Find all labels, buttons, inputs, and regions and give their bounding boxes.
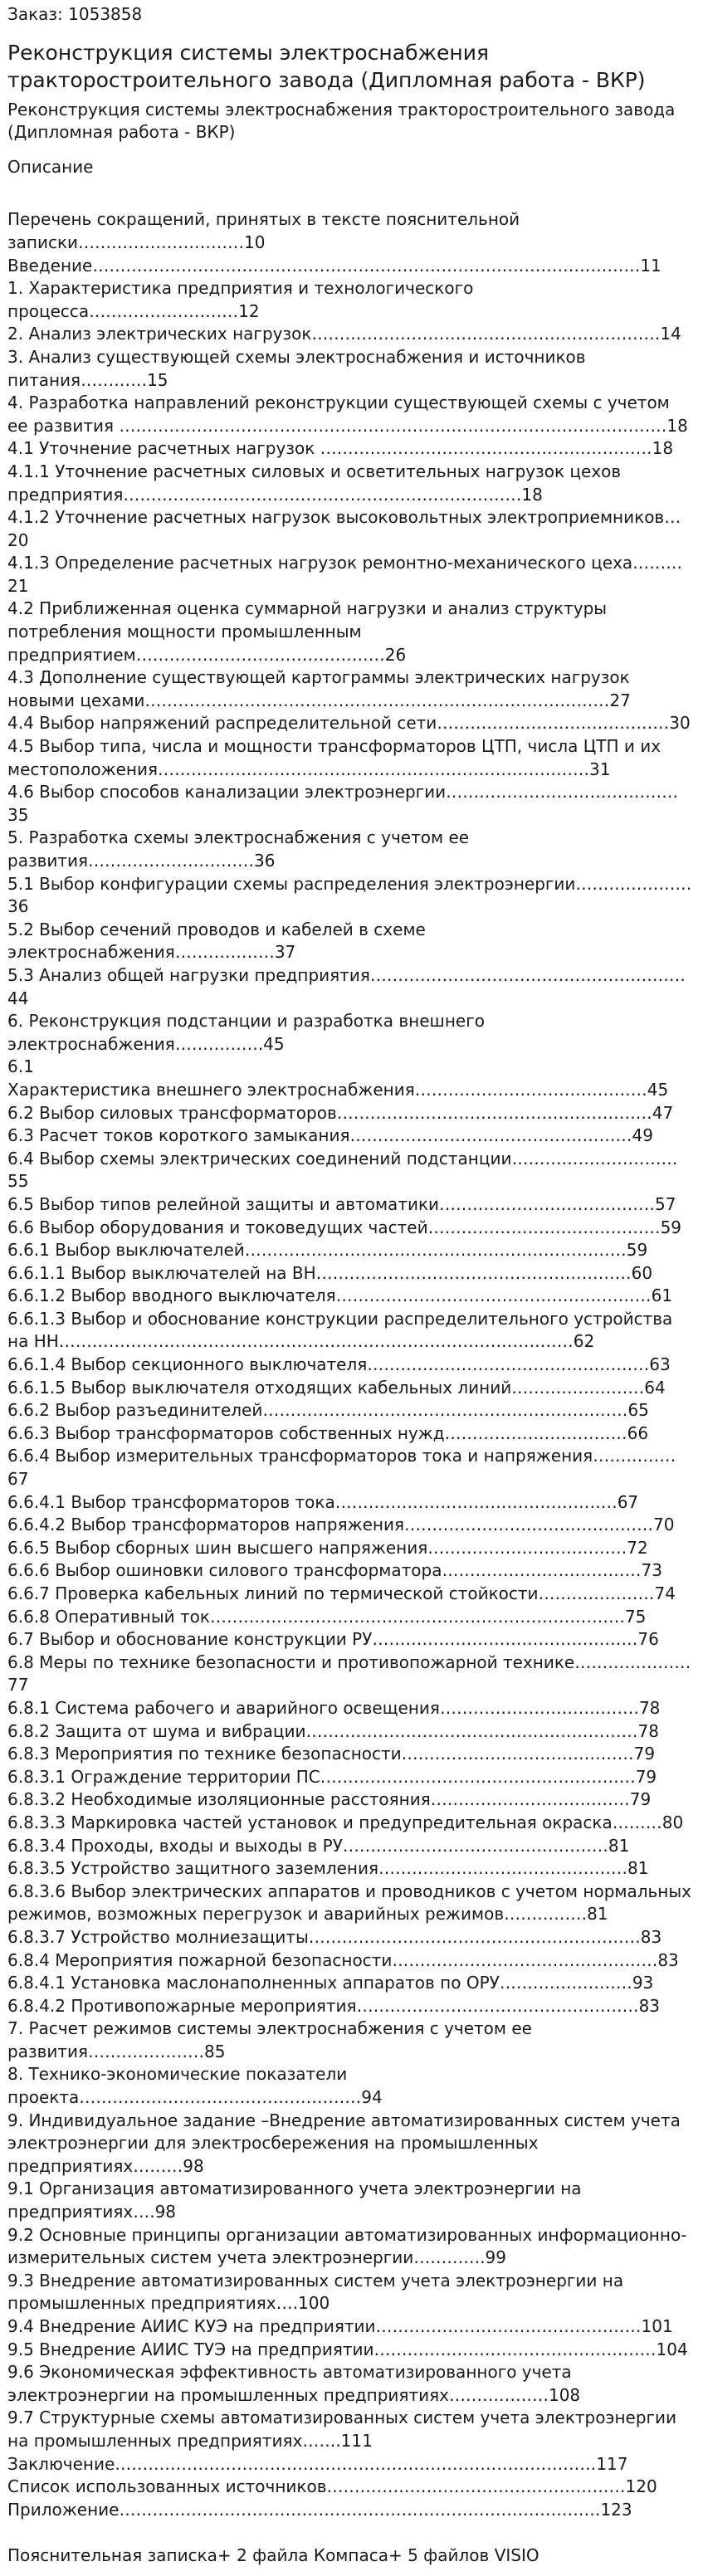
toc-entry: 9.1 Организация автоматизированного учета электроэнергии на предприятиях….98 xyxy=(7,2178,582,2222)
toc-entry: 6.5 Выбор типов релейной защиты и автоматики…………………………………57 xyxy=(7,1193,676,1214)
toc-entry: 9. Индивидуальное задание –Внедрение автоматизированных систем учета электроэнергии для электросбережения на промышленных предприятиях………98 xyxy=(7,2110,681,2176)
toc-entry: 6.6.1.5 Выбор выключателя отходящих кабельных линий……………………64 xyxy=(7,1377,666,1398)
toc-entry: 6.8.4 Мероприятия пожарной безопасности…………………………………………83 xyxy=(7,1949,679,1970)
toc-entry: Список использованных источников………………………………………………120 xyxy=(7,2476,657,2497)
toc-entry: 6.8.3.6 Выбор электрических аппаратов и проводников с учетом нормальных режимов, возможных перегрузок и аварийных режимов……………81 xyxy=(7,1881,692,1925)
toc-entry: 2. Анализ электрических нагрузок………………………………………………………14 xyxy=(7,324,681,344)
toc-entry: 9.2 Основные принципы организации автоматизированных информационно-измерительных систем учета электроэнергии………….99 xyxy=(7,2224,687,2268)
toc-entry: 6.7 Выбор и обоснование конструкции РУ…………………………………………76 xyxy=(7,1629,659,1650)
toc-entry: Введение………………………………………………………………………………………11 xyxy=(7,255,662,276)
attachments-note: Пояснительная записка+ 2 файла Компаса+ 5 файлов VISIO xyxy=(7,2545,539,2566)
toc-entry: Приложение……………………………………………………………………………123 xyxy=(7,2499,632,2520)
toc-entry: 6.6.5 Выбор сборных шин высшего напряжения………………………………72 xyxy=(7,1537,648,1558)
toc-entry: 6.6.2 Выбор разъединителей…………………………………………………………65 xyxy=(7,1400,649,1421)
toc-entry: 6.8.3.4 Проходы, входы и выходы в РУ…………………………………………81 xyxy=(7,1835,630,1856)
toc-entry: 5.2 Выбор сечений проводов и кабелей в схеме электроснабжения………………37 xyxy=(7,919,426,963)
toc-entry: 4.1 Уточнение расчетных нагрузок ……………………………………………………18 xyxy=(7,438,674,459)
toc-entry: 4.3 Дополнение существующей картограммы электрических нагрузок новыми цехами…………………………………………………………………………27 xyxy=(7,667,631,710)
toc-entry: 1. Характеристика предприятия и технологического процесса………………………12 xyxy=(7,278,474,321)
page-subtitle: Реконструкция системы электроснабжения тракторостроительного завода (Дипломная работа - ВКР) xyxy=(7,99,676,143)
toc-entry: 6.8.3.3 Маркировка частей установок и предупредительная окраска………80 xyxy=(7,1812,684,1832)
toc-entry: 6.6.4.2 Выбор трансформаторов напряжения………………………………………70 xyxy=(7,1515,675,1535)
toc-entry: 6.8.3.2 Необходимые изоляционные расстояния………………………………79 xyxy=(7,1789,652,1810)
toc-entry: 5. Разработка схемы электроснабжения с учетом ее развития…………………………36 xyxy=(7,827,470,871)
toc-entry: 6.2 Выбор силовых трансформаторов…………………………………………………47 xyxy=(7,1102,674,1123)
toc-entry: 6. Реконструкция подстанции и разработка внешнего электроснабжения…………….45 xyxy=(7,1011,485,1054)
toc-entry: 6.8.3.1 Ограждение территории ПС…………………………………………………79 xyxy=(7,1766,657,1787)
toc-entry: 6.8.1 Система рабочего и аварийного освещения………………………………78 xyxy=(7,1697,661,1718)
toc-entry: 6.6.6 Выбор ошиновки силового трансформатора………………………………73 xyxy=(7,1560,662,1581)
page-title: Реконструкция системы электроснабжения тракторостроительного завода (Дипломная работа - ВКР) xyxy=(7,40,646,92)
toc-entry: 8. Технико-экономические показатели проекта……………………………………………94 xyxy=(7,2064,383,2108)
toc-entry: 4.1.2 Уточнение расчетных нагрузок высоковольтных электроприемников…20 xyxy=(7,507,681,550)
toc-entry: 6.8.2 Защита от шума и вибрации……………………………………………………78 xyxy=(7,1720,659,1741)
toc-entry: 6.6.1.1 Выбор выключателей на ВН…………………………………………………60 xyxy=(7,1262,653,1283)
toc-entry: 6.8.3.7 Устройство молниезащиты……………………………………………………83 xyxy=(7,1926,662,1947)
toc-entry: 4.6 Выбор способов канализации электроэнергии……………………………………35 xyxy=(7,782,679,825)
toc-entry: 6.8.3.5 Устройство защитного заземления………………………………………81 xyxy=(7,1858,649,1879)
toc-entry: 4.5 Выбор типа, числа и мощности трансформаторов ЦТП, числа ЦТП и их местоположения……………………………………………………………………31 xyxy=(7,736,662,779)
toc-entry: 6.6.8 Оперативный ток…………………………………………………………………75 xyxy=(7,1606,647,1627)
toc-entry: 6.6.1 Выбор выключателей……………………………………………………………59 xyxy=(7,1240,648,1261)
toc-entry: 4. Разработка направлений реконструкции существующей схемы с учетом ее развития ………………………………………………………………………………………18 xyxy=(7,393,688,436)
toc-entry: 6.8.4.1 Установка маслонаполненных аппаратов по ОРУ……………………93 xyxy=(7,1973,654,1993)
toc-entry: 9.6 Экономическая эффективность автоматизированного учета электроэнергии на промышленных предприятиях………………108 xyxy=(7,2362,581,2405)
description-label: Описание xyxy=(7,156,94,177)
toc-entry: 9.3 Внедрение автоматизированных систем учета электроэнергии на промышленных предприятиях….100 xyxy=(7,2270,624,2314)
toc-entry: 6.3 Расчет токов короткого замыкания……………………………………………49 xyxy=(7,1125,653,1146)
toc-entry: 6.8.3 Мероприятия по технике безопасности……………………………………79 xyxy=(7,1744,656,1764)
toc-entry: 6.6.4 Выбор измерительных трансформаторов тока и напряжения……………67 xyxy=(7,1446,676,1490)
toc-entry: Характеристика внешнего электроснабжения……………………………………45 xyxy=(7,1079,669,1100)
table-of-contents xyxy=(7,208,695,2521)
toc-entry: 6.8 Меры по технике безопасности и противопожарной технике…………………77 xyxy=(7,1651,691,1695)
toc-entry: 5.1 Выбор конфигурации схемы распределения электроэнергии…………………36 xyxy=(7,873,692,917)
toc-entry: 7. Расчет режимов системы электроснабжения с учетом ее развития…………………85 xyxy=(7,2018,532,2061)
toc-entry: 9.4 Внедрение АИИС КУЭ на предприятии…………………………………………101 xyxy=(7,2316,673,2336)
toc-entry: 9.5 Внедрение АИИС ТУЭ на предприятии……………………………………………104 xyxy=(7,2339,688,2359)
toc-entry: 6.6 Выбор оборудования и токоведущих частей……………………………………59 xyxy=(7,1217,682,1237)
toc-entry: 6.6.1.2 Выбор вводного выключателя…………………………………………………61 xyxy=(7,1286,673,1306)
toc-entry: 6.1 xyxy=(7,1056,34,1077)
toc-entry: 6.8.4.2 Противопожарные мероприятия……………………………………………83 xyxy=(7,1995,661,2016)
toc-entry: 4.1.3 Определение расчетных нагрузок ремонтно-механического цеха………21 xyxy=(7,553,683,596)
toc-entry: 6.6.1.3 Выбор и обоснование конструкции распределительного устройства на НН…………………………………………………………………………………62 xyxy=(7,1308,673,1352)
toc-entry: 6.6.3 Выбор трансформаторов собственных нужд……………………………66 xyxy=(7,1422,649,1443)
toc-entry: 6.4 Выбор схемы электрических соединений подстанции…………………………55 xyxy=(7,1148,678,1192)
toc-entry: 6.6.7 Проверка кабельных линий по термической стойкости…………………74 xyxy=(7,1583,676,1603)
toc-entry: 9.7 Структурные схемы автоматизированных систем учета электроэнергии на промышленных предприятиях…….111 xyxy=(7,2408,677,2451)
toc-entry: 5.3 Анализ общей нагрузки предприятия…………………………………………………44 xyxy=(7,964,686,1008)
toc-entry: Заключение……………………………………………………………………………117 xyxy=(7,2453,628,2474)
toc-entry: 4.2 Приближенная оценка суммарной нагрузки и анализ структуры потребления мощности промышленным предприятием………………………………………26 xyxy=(7,598,608,665)
toc-entry: 4.4 Выбор напряжений распределительной сети……………………………………30 xyxy=(7,713,691,734)
toc-entry: 4.1.1 Уточнение расчетных силовых и осветительных нагрузок цехов предприятия………………………………………………………………18 xyxy=(7,461,622,505)
toc-entry: 3. Анализ существующей схемы электроснабжения и источников питания…………15 xyxy=(7,346,586,390)
toc-entry: Перечень сокращений, принятых в тексте пояснительной записки…………………………10 xyxy=(7,209,520,252)
order-number: Заказ: 1053858 xyxy=(7,4,143,24)
toc-entry: 6.6.1.4 Выбор секционного выключателя……………………………………………63 xyxy=(7,1354,671,1375)
toc-entry: 6.6.4.1 Выбор трансформаторов тока……………………………………………67 xyxy=(7,1491,639,1512)
